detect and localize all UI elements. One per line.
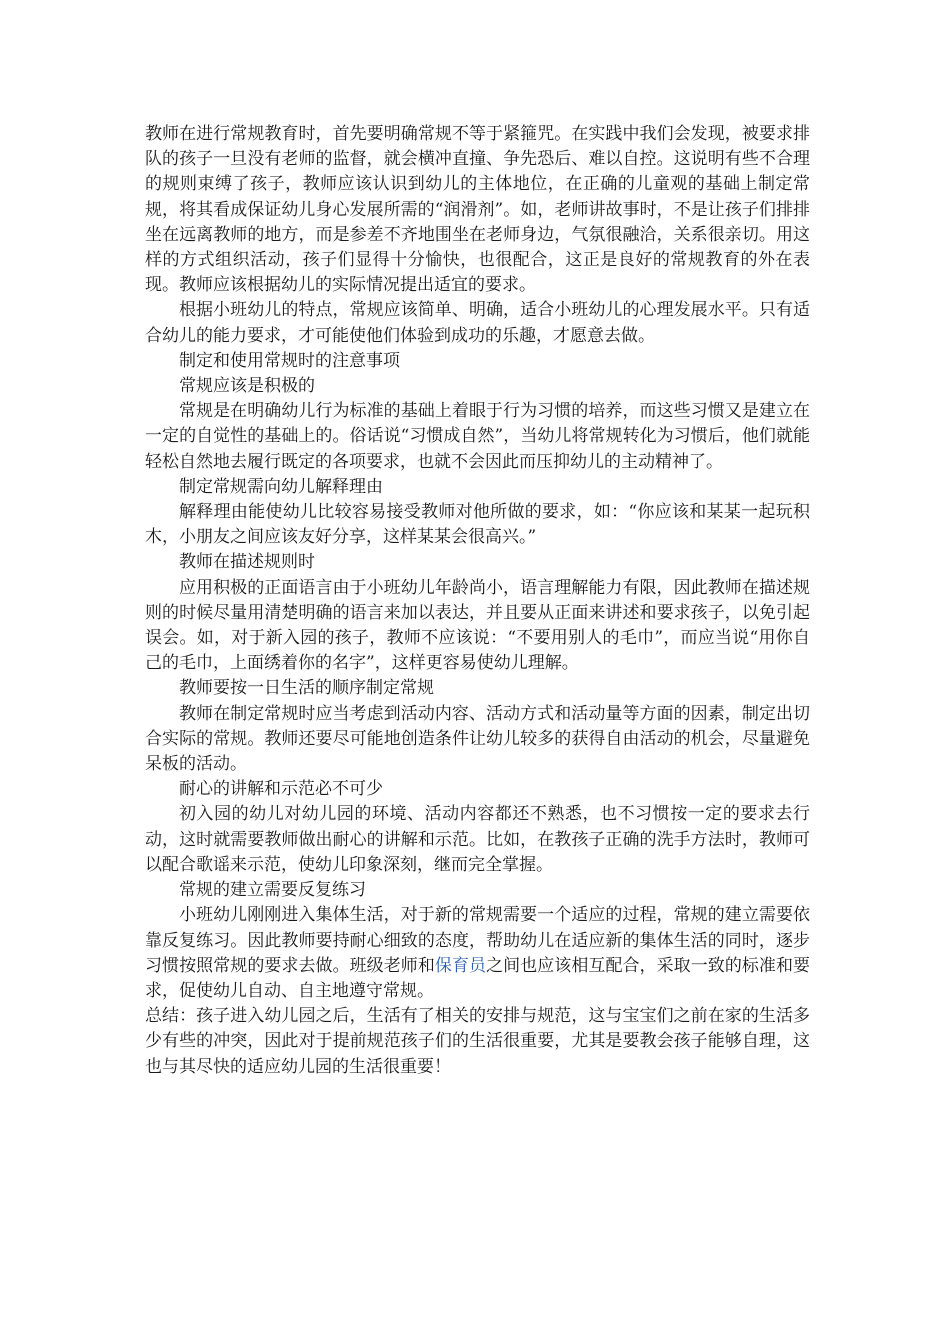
section-heading: 耐心的讲解和示范必不可少 (179, 779, 383, 800)
paragraph: 教师在制定常规时应当考虑到活动内容、活动方式和活动量等方面的因素，制定出切合实际的常规。教师还要尽可能地创造条件让幼儿较多的获得自由活动的机会，尽量避免呆板的活动。 (145, 703, 810, 775)
document-body (145, 122, 810, 1080)
section-heading: 常规的建立需要反复练习 (179, 880, 366, 901)
paragraph: 应用积极的正面语言由于小班幼儿年龄尚小，语言理解能力有限，因此教师在描述规则的时候尽量用清楚明确的语言来加以表达，并且要从正面来讲述和要求孩子，以免引起误会。如，对于新入园的孩子，教师不应该说：“不要用别人的毛巾”，而应当说“用你自己的毛巾，上面绣着你的名字”，这样更容易使幼儿理解。 (145, 577, 810, 674)
summary-paragraph: 总结：孩子进入幼儿园之后，生活有了相关的安排与规范，这与宝宝们之前在家的生活多少有些的冲突，因此对于提前规范孩子们的生活很重要，尤其是要教会孩子能够自理，这也与其尽快的适应幼儿园的生活很重要！ (145, 1006, 810, 1077)
paragraph-text: 之间也应该相互配合，采取一致的标准和要求，促使幼儿自动、自主地遵守常规。 (145, 955, 811, 1001)
paragraph: 教师在进行常规教育时，首先要明确常规不等于紧箍咒。在实践中我们会发现，被要求排队的孩子一旦没有老师的监督，就会横冲直撞、争先恐后、难以自控。这说明有些不合理的规则束缚了孩子，教师应该认识到幼儿的主体地位，在正确的儿童观的基础上制定常规，将其看成保证幼儿身心发展所需的“润滑剂”。如，老师讲故事时，不是让孩子们排排坐在远离教师的地方，而是参差不齐地围坐在老师身边，气氛很融洽，关系很亲切。用这样的方式组织活动，孩子们显得十分愉快，也很配合，这正是良好的常规教育的外在表现。教师应该根据幼儿的实际情况提出适宜的要求。 (145, 124, 810, 296)
paragraph: 初入园的幼儿对幼儿园的环境、活动内容都还不熟悉，也不习惯按一定的要求去行动，这时就需要教师做出耐心的讲解和示范。比如，在教孩子正确的洗手方法时，教师可以配合歌谣来示范，使幼儿印象深刻，继而完全掌握。 (145, 804, 810, 875)
paragraph-text: 小班幼儿刚刚进入集体生活，对于新的常规需要一个适应的过程，常规的建立需要依靠反复练习。因此教师要持耐心细致的态度，帮助幼儿在适应新的集体生活的同时，逐步习惯按照常规的要求去做。班级老师和 (145, 905, 810, 976)
section-heading: 制定常规需向幼儿解释理由 (179, 476, 383, 497)
section-heading: 教师要按一日生活的顺序制定常规 (179, 678, 434, 699)
nursery-staff-link[interactable]: 保育员 (434, 955, 487, 976)
paragraph: 解释理由能使幼儿比较容易接受教师对他所做的要求，如：“你应该和某某一起玩积木，小朋友之间应该友好分享，这样某某会很高兴。” (145, 502, 810, 548)
paragraph: 根据小班幼儿的特点，常规应该简单、明确，适合小班幼儿的心理发展水平。只有适合幼儿的能力要求，才可能使他们体验到成功的乐趣，才愿意去做。 (145, 300, 810, 346)
section-heading: 制定和使用常规时的注意事项 (179, 350, 400, 371)
paragraph: 常规是在明确幼儿行为标准的基础上着眼于行为习惯的培养，而这些习惯又是建立在一定的自觉性的基础上的。俗话说“习惯成自然”，当幼儿将常规转化为习惯后，他们就能轻松自然地去履行既定的各项要求，也就不会因此而压抑幼儿的主动精神了。 (145, 401, 810, 472)
section-heading: 常规应该是积极的 (179, 376, 315, 397)
paragraph-with-link (145, 903, 810, 1004)
section-heading: 教师在描述规则时 (179, 552, 315, 573)
